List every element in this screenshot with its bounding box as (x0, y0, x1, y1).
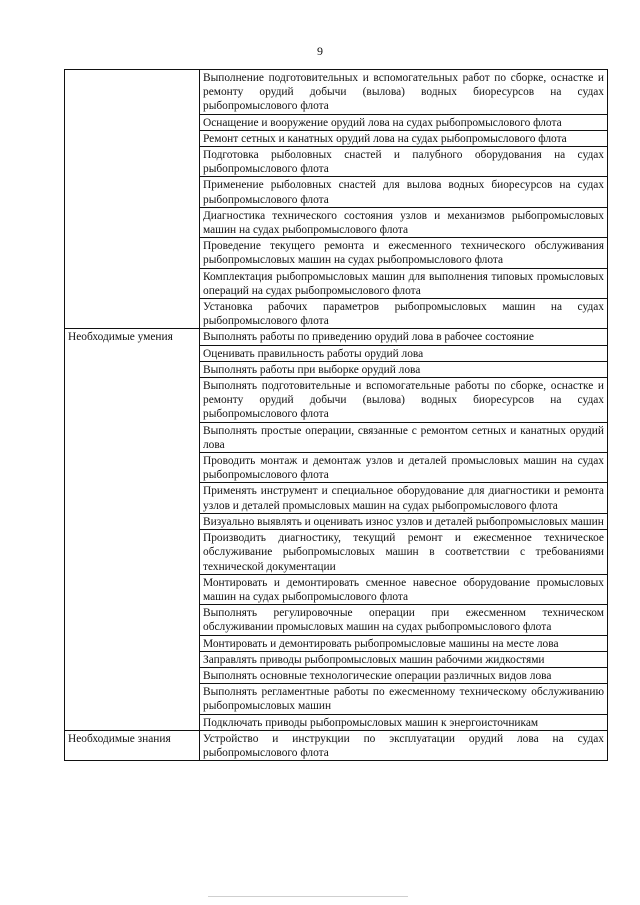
footer-rule (208, 896, 408, 897)
table-cell: Комплектация рыбопромысловых машин для выполнения типовых промысловых операций на судах рыбопромыслового флота (200, 268, 608, 298)
table-cell: Выполнять основные технологические операции различных видов лова (200, 667, 608, 683)
table-cell: Выполнять работы по приведению орудий лова в рабочее состояние (200, 329, 608, 345)
table-cell: Выполнять подготовительные и вспомогательные работы по сборке, оснастке и ремонту орудий добычи (вылова) водных биоресурсов на судах рыбопромыслового флота (200, 378, 608, 423)
section-label: Необходимые умения (65, 329, 200, 730)
table-cell: Выполнять регулировочные операции при ежесменном техническом обслуживании промысловых машин на судах рыбопромыслового флота (200, 605, 608, 635)
table-cell: Подключать приводы рыбопромысловых машин к энергоисточникам (200, 714, 608, 730)
table-cell: Монтировать и демонтировать сменное навесное оборудование промысловых машин на судах рыбопромыслового флота (200, 574, 608, 604)
table-cell: Диагностика технического состояния узлов и механизмов рыбопромысловых машин на судах рыбопромыслового флота (200, 207, 608, 237)
table-cell: Оценивать правильность работы орудий лова (200, 345, 608, 361)
table-cell: Монтировать и демонтировать рыбопромысловые машины на месте лова (200, 635, 608, 651)
table-cell: Заправлять приводы рыбопромысловых машин рабочими жидкостями (200, 651, 608, 667)
competency-table (64, 69, 608, 761)
table-cell: Устройство и инструкции по эксплуатации орудий лова на судах рыбопромыслового флота (200, 730, 608, 760)
table-cell: Выполнение подготовительных и вспомогательных работ по сборке, оснастке и ремонту орудий добычи (вылова) водных биоресурсов на судах рыбопромыслового флота (200, 70, 608, 115)
table-cell: Проведение текущего ремонта и ежесменного технического обслуживания рыбопромысловых машин на судах рыбопромыслового флота (200, 238, 608, 268)
table-cell: Выполнять регламентные работы по ежесменному техническому обслуживанию рыбопромысловых машин (200, 684, 608, 714)
table-cell: Ремонт сетных и канатных орудий лова на судах рыбопромыслового флота (200, 130, 608, 146)
table-cell: Подготовка рыболовных снастей и палубного оборудования на судах рыбопромыслового флота (200, 147, 608, 177)
table-row (65, 70, 608, 115)
table-cell: Выполнять простые операции, связанные с ремонтом сетных и канатных орудий лова (200, 422, 608, 452)
table-cell: Визуально выявлять и оценивать износ узлов и деталей рыбопромысловых машин (200, 513, 608, 529)
table-cell: Проводить монтаж и демонтаж узлов и деталей промысловых машин на судах рыбопромыслового флота (200, 453, 608, 483)
table-cell: Применять инструмент и специальное оборудование для диагностики и ремонта узлов и деталей промысловых машин на судах рыбопромыслового флота (200, 483, 608, 513)
table-cell: Производить диагностику, текущий ремонт и ежесменное техническое обслуживание рыбопромысловых машин в соответствии с требованиями технической документации (200, 530, 608, 575)
table-row (65, 329, 608, 345)
table-cell: Применение рыболовных снастей для вылова водных биоресурсов на судах рыбопромыслового флота (200, 177, 608, 207)
page-number: 9 (317, 44, 323, 58)
competency-table-body (65, 70, 608, 761)
table-cell: Установка рабочих параметров рыбопромысловых машин на судах рыбопромыслового флота (200, 299, 608, 329)
section-label: Необходимые знания (65, 730, 200, 760)
table-row (65, 730, 608, 760)
table-cell: Выполнять работы при выборке орудий лова (200, 361, 608, 377)
section-label (65, 70, 200, 329)
table-cell: Оснащение и вооружение орудий лова на судах рыбопромыслового флота (200, 114, 608, 130)
